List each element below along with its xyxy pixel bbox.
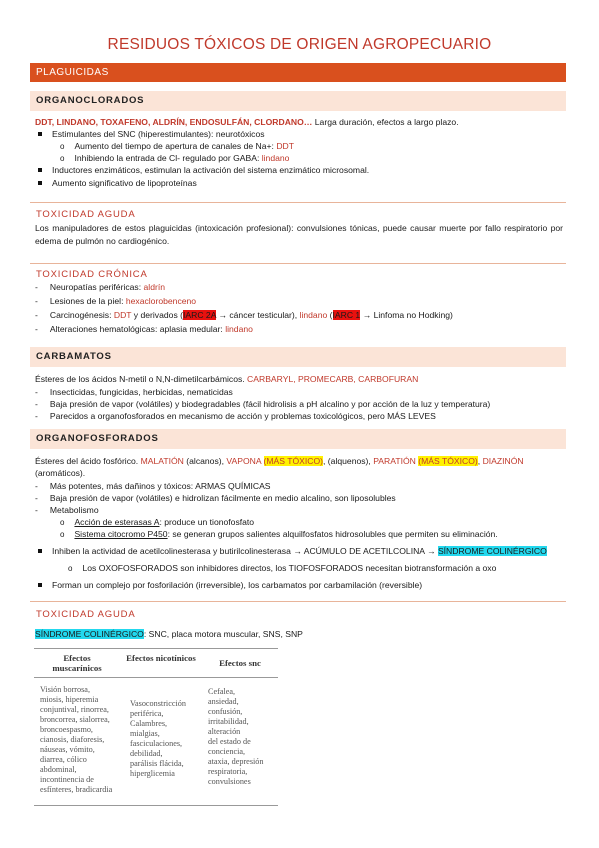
table-cell-line: alteración — [208, 727, 241, 736]
list-item — [35, 282, 165, 293]
table-cell-line: Visión borrosa, — [40, 685, 90, 694]
underlined-text: Sistema citocromo P450 — [74, 529, 168, 539]
list-item — [35, 411, 436, 422]
list-item — [60, 517, 254, 528]
divider — [30, 263, 566, 264]
table-cell-line: confusión, — [208, 707, 243, 716]
dash-bullet-icon: - — [35, 282, 38, 292]
list-item — [35, 387, 233, 398]
circle-bullet-icon: o — [60, 530, 65, 539]
square-bullet-icon — [38, 181, 42, 185]
dash-bullet-icon: - — [35, 493, 38, 503]
list-item-text: Los OXOFOSFORADOS son inhibidores directos, los TIOFOSFORADOS necesitan biotransformación a oxo — [82, 563, 497, 573]
heading-organoclorados: ORGANOCLORADOS — [30, 91, 566, 111]
organoclorados-compounds: DDT, LINDANO, TOXAFENO, ALDRÍN, ENDOSULFÁN, CLORDANO… — [35, 117, 313, 127]
effects-table — [34, 648, 278, 806]
list-item — [60, 141, 294, 152]
page-title: RESIDUOS TÓXICOS DE ORIGEN AGROPECUARIO — [107, 36, 492, 53]
table-cell-line: broncorrea, sialorrea, — [40, 715, 110, 724]
heading-toxicidad-cronica: TOXICIDAD CRÓNICA — [36, 269, 148, 280]
list-item — [35, 399, 490, 410]
column-header: Efectos snc — [219, 658, 261, 668]
list-item-text: : produce un tionofosfato — [159, 517, 255, 527]
square-bullet-icon — [38, 168, 42, 172]
circle-bullet-icon: o — [60, 518, 65, 527]
organoclorados-intro — [35, 117, 459, 128]
highlight-yellow-text: (MÁS TÓXICO) — [418, 456, 478, 466]
iarc-badge: IARC 1 — [332, 310, 361, 320]
highlight-red-text: CARBARYL, PROMECARB, CARBOFURAN — [247, 374, 419, 384]
table-cell-line: debilidad, — [130, 749, 163, 758]
list-item-text: Neuropatías periféricas: — [49, 282, 144, 292]
highlight-red-text: DDT — [276, 141, 294, 151]
table-cell-line: fasciculaciones, — [130, 739, 183, 748]
table-cell-line: ansiedad, — [208, 697, 239, 706]
list-item-text: Lesiones de la piel: — [49, 296, 126, 306]
list-item — [35, 296, 196, 307]
list-item — [38, 129, 265, 140]
divider — [30, 601, 566, 602]
dash-bullet-icon: - — [35, 411, 38, 421]
list-item — [35, 481, 271, 492]
section-banner-plaguicidas: PLAGUICIDAS — [30, 63, 566, 82]
organoclorados-intro-rest: Larga duración, efectos a largo plazo. — [312, 117, 459, 127]
table-cell-line: Cefalea, — [208, 687, 236, 696]
highlight-red-text: hexaclorobenceno — [125, 296, 197, 306]
list-item — [60, 529, 498, 540]
table-cell-line: Calambres, — [130, 719, 168, 728]
table-cell-line: incontinencia de — [40, 775, 94, 784]
heading-organofosforados: ORGANOFOSFORADOS — [30, 429, 566, 449]
table-cell-line: ataxia, depresión — [208, 757, 264, 766]
list-item-text: ( — [327, 310, 333, 320]
dash-bullet-icon: - — [35, 399, 38, 409]
highlight-red-text: lindano — [225, 324, 253, 334]
iarc-badge: IARC 2A — [183, 310, 216, 320]
list-item-text: Inductores enzimáticos, estimulan la activación del sistema enzimático microsomal. — [52, 165, 370, 175]
highlight-red-text: DDT — [113, 310, 132, 320]
highlight-yellow-text: (MÁS TÓXICO) — [263, 456, 324, 466]
table-cell-line: conciencia, — [208, 747, 246, 756]
toxicidad-aguda-paragraph: Los manipuladores de estos plaguicidas (intoxicación profesional): convulsiones tónicas, puede causar muerte por fallo respiratorio por edema de pulmón no cardiogénico. — [35, 223, 563, 246]
organofosforados-intro-cont: (aromáticos). — [35, 468, 86, 478]
highlight-red-text: PARATIÓN — [373, 456, 416, 466]
highlight-red-text: VAPONA — [226, 456, 262, 466]
table-cell-line: convulsiones — [208, 777, 251, 786]
dash-bullet-icon: - — [35, 387, 38, 397]
circle-bullet-icon: o — [68, 564, 73, 573]
table-cell-line: hiperglicemia — [130, 769, 175, 778]
table-cell-line: esfínteres, bradicardia — [40, 785, 113, 794]
list-item — [60, 153, 289, 164]
divider — [30, 202, 566, 203]
table-cell-line: broncoespasmo, — [40, 725, 93, 734]
underlined-text: Acción de esterasas A — [74, 517, 160, 527]
list-item — [35, 493, 396, 504]
circle-bullet-icon: o — [60, 154, 65, 163]
square-bullet-icon — [38, 583, 42, 587]
table-cell-line: del estado de — [208, 737, 251, 746]
highlight-red-text: aldrín — [143, 282, 165, 292]
list-item-text: Más potentes, más dañinos y tóxicos: ARMAS QUÍMICAS — [49, 481, 271, 491]
column-header: Efectos nicotínicos — [126, 653, 196, 663]
highlight-cyan-text: SÍNDROME COLINÉRGICO — [35, 629, 144, 639]
list-item — [38, 546, 547, 557]
carbamatos-intro — [35, 374, 418, 385]
intro-text: Ésteres del ácido fosfórico. — [35, 456, 141, 466]
list-item-text: → Linfoma no Hodking) — [360, 310, 453, 320]
list-item-text: Parecidos a organofosforados en mecanismo de acción y problemas toxicológicos, pero MÁS LEVES — [49, 411, 436, 421]
list-item-text: Baja presión de vapor (volátiles) y biodegradables (fácil hidrolisis a pH alcalino y por acción de la luz y temperatura) — [49, 399, 491, 409]
list-item-text: y derivados ( — [131, 310, 183, 320]
highlight-red-text: lindano — [261, 153, 290, 163]
table-cell-line: diarrea, cólico — [40, 755, 87, 764]
list-item-text: Baja presión de vapor (volátiles) e hidrolizan fácilmente en medio alcalino, son liposolubles — [49, 493, 396, 503]
heading-carbamatos: CARBAMATOS — [30, 347, 566, 367]
list-item-text: Metabolismo — [49, 505, 99, 515]
dash-bullet-icon: - — [35, 310, 38, 320]
list-item-text: Inhiben la actividad de acetilcolinesterasa y butirilcolinesterasa → ACÚMULO DE ACETILCOLINA → — [52, 546, 438, 556]
highlight-red-text: DIAZINÓN — [482, 456, 524, 466]
organofosforados-intro — [35, 456, 524, 467]
dash-bullet-icon: - — [35, 505, 38, 515]
list-item-text: Aumento significativo de lipoproteínas — [52, 178, 197, 188]
table-cell-line: abdominal, — [40, 765, 77, 774]
intro-text: Ésteres de los ácidos N-metil o N,N-dimetilcarbámicos. — [35, 374, 248, 384]
list-item-text: : SNC, placa motora muscular, SNS, SNP — [143, 629, 303, 639]
list-item — [35, 310, 453, 321]
column-header: Efectos muscarínicos — [52, 653, 102, 673]
list-item — [38, 580, 422, 591]
list-item-text: Aumento del tiempo de apertura de canales de Na+: — [74, 141, 277, 151]
table-header — [34, 649, 278, 678]
dash-bullet-icon: - — [35, 481, 38, 491]
list-item-text: Estimulantes del SNC (hiperestimulantes): neurotóxicos — [52, 129, 265, 139]
circle-bullet-icon: o — [60, 142, 65, 151]
intro-text: , (alquenos), — [323, 456, 374, 466]
list-item-text: Inhibiendo la entrada de Cl- regulado por GABA: — [74, 153, 262, 163]
list-item — [38, 178, 197, 189]
highlight-cyan-text: SÍNDROME COLINÉRGICO — [437, 546, 547, 556]
square-bullet-icon — [38, 132, 42, 136]
list-item-text: Alteraciones hematológicas: aplasia medular: — [49, 324, 226, 334]
table-cell-line: conjuntival, rinorrea, — [40, 705, 109, 714]
list-item-text: Forman un complejo por fosforilación (irreversible), los carbamatos por carbamilación (reversible) — [52, 580, 423, 590]
list-item — [68, 563, 496, 574]
dash-bullet-icon: - — [35, 324, 38, 334]
list-item — [35, 505, 99, 516]
list-item-text: Insecticidas, fungicidas, herbicidas, nematicidas — [49, 387, 233, 397]
table-cell-line: cianosis, diaforesis, — [40, 735, 105, 744]
table-cell-line: parálisis flácida, — [130, 759, 184, 768]
list-item — [35, 324, 253, 335]
intro-text: , — [477, 456, 483, 466]
table-cell-line: respiratoria, — [208, 767, 248, 776]
highlight-red-text: MALATIÓN — [140, 456, 184, 466]
list-item-text: Carcinogénesis: — [49, 310, 114, 320]
heading-toxicidad-aguda-2: TOXICIDAD AGUDA — [36, 609, 136, 620]
list-item-text: : se generan grupos salientes alquilfosfatos hidrosolubles que permiten su eliminación. — [167, 529, 498, 539]
highlight-red-text: lindano — [299, 310, 328, 320]
list-item-text: → cáncer testicular), — [215, 310, 300, 320]
sindrome-colinergico-line — [35, 629, 303, 640]
table-cell-line: periférica, — [130, 709, 164, 718]
square-bullet-icon — [38, 549, 42, 553]
dash-bullet-icon: - — [35, 296, 38, 306]
intro-text: (alcanos), — [183, 456, 227, 466]
list-item — [38, 165, 369, 176]
table-cell-line: mialgias, — [130, 729, 160, 738]
table-cell-line: náuseas, vómito, — [40, 745, 95, 754]
table-cell-line: miosis, hiperemia — [40, 695, 99, 704]
table-cell-line: irritabilidad, — [208, 717, 249, 726]
heading-toxicidad-aguda: TOXICIDAD AGUDA — [36, 209, 136, 220]
table-cell-line: Vasoconstricción — [130, 699, 186, 708]
